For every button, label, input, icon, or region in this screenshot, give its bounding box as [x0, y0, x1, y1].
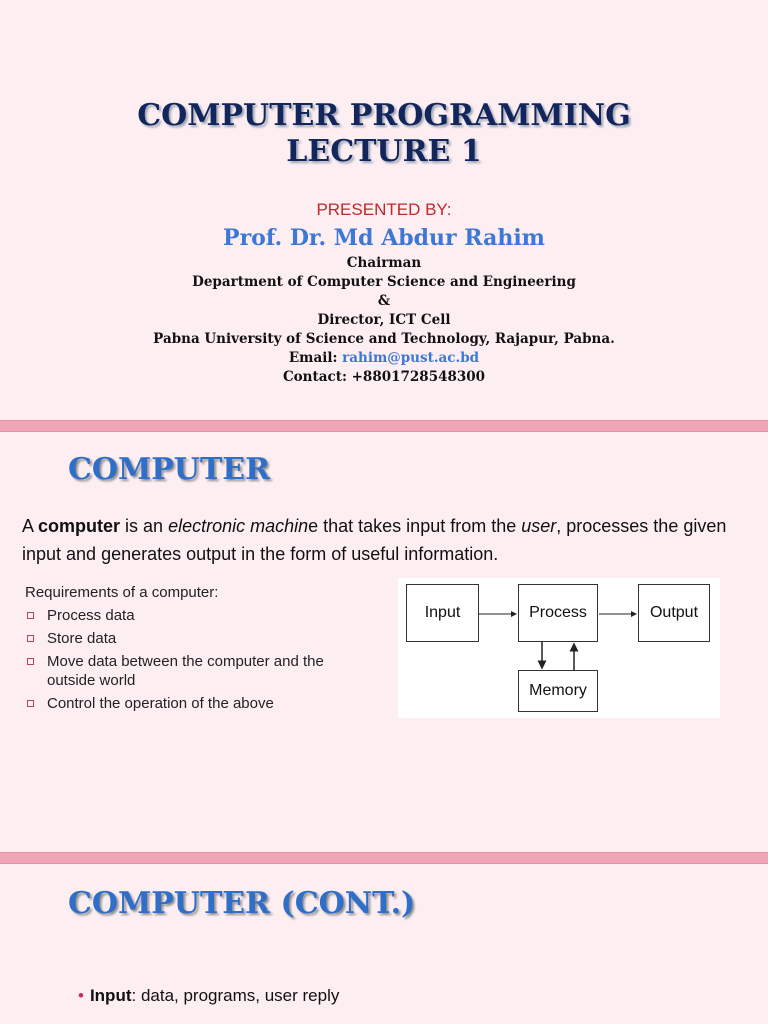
requirements-list: [25, 606, 345, 717]
bullet-text: : data, programs, user reply: [131, 986, 340, 1005]
presented-by-label: PRESENTED BY:: [316, 200, 452, 219]
para-a: A: [22, 516, 39, 536]
computer-slide: [0, 432, 768, 852]
computer-cont-slide: [0, 864, 768, 1024]
para-user: user: [521, 516, 557, 536]
email-link[interactable]: rahim@pust.ac.bd: [342, 350, 480, 366]
presenter-email-line: [0, 349, 768, 368]
list-item: [25, 694, 345, 713]
presenter-director: Director, ICT Cell: [317, 312, 451, 328]
email-label: Email:: [288, 350, 343, 366]
presenter-role: Chairman: [346, 255, 422, 271]
list-item-text: Process data: [47, 607, 135, 624]
presenter-university: Pabna University of Science and Technology, Rajapur, Pabna.: [153, 331, 615, 347]
para-electronic: electronic machin: [168, 516, 309, 536]
slide-heading: COMPUTER: [68, 452, 271, 487]
slide-divider: [0, 852, 768, 864]
para-computer: computer: [38, 516, 121, 536]
ampersand: &: [377, 293, 391, 309]
input-box: Input: [406, 584, 479, 642]
output-box: Output: [638, 584, 710, 642]
title-line-1: COMPUTER PROGRAMMING: [137, 98, 631, 133]
square-bullet-icon: [27, 658, 34, 665]
requirements-label: Requirements of a computer:: [25, 584, 219, 601]
square-bullet-icon: [27, 700, 34, 707]
title-line-2: LECTURE 1: [286, 134, 482, 169]
para-rest: , processes the given input and generates output in the form of useful information.: [22, 516, 727, 564]
bullet-dot-icon: •: [78, 986, 84, 1005]
list-item-text: Store data: [47, 630, 117, 647]
para-is-an: is an: [120, 516, 169, 536]
bullet-term: Input: [89, 986, 132, 1005]
list-item: [25, 629, 345, 648]
slide-divider: [0, 420, 768, 432]
presenter-contact: Contact: +8801728548300: [282, 369, 486, 385]
list-item: [25, 606, 345, 625]
slide-heading: COMPUTER (CONT.): [68, 886, 416, 921]
definition-paragraph: [22, 512, 752, 568]
square-bullet-icon: [27, 635, 34, 642]
title-slide: [0, 0, 768, 420]
list-item-text: Control the operation of the above: [47, 695, 274, 712]
memory-box: Memory: [518, 670, 598, 712]
list-item-text: Move data between the computer and the outside world: [47, 653, 324, 689]
bullet-item: [78, 986, 339, 1006]
process-box: Process: [518, 584, 598, 642]
presenter-department: Department of Computer Science and Engineering: [192, 274, 576, 290]
square-bullet-icon: [27, 612, 34, 619]
list-item: [25, 652, 345, 690]
computer-flow-diagram: [398, 578, 720, 718]
presenter-name: Prof. Dr. Md Abdur Rahim: [223, 225, 545, 251]
para-e-that: e that takes input from the: [308, 516, 522, 536]
